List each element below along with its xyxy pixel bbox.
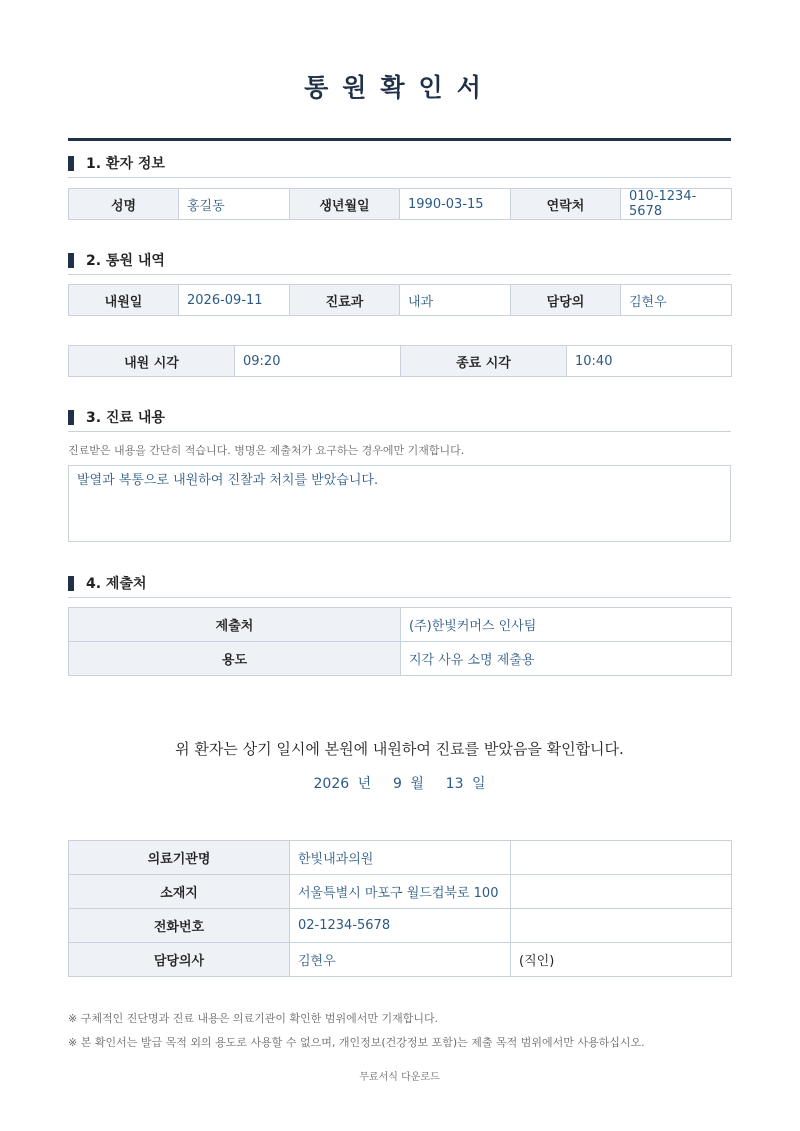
clinic-doctor-value: 김현우 [290,943,511,977]
document-title: 통원확인서 [304,73,495,102]
patient-phone-value: 010-1234-5678 [621,189,732,220]
visit-end-label: 종료 시각 [401,346,567,377]
table-row [69,346,732,377]
visit-info-table [68,284,732,316]
treatment-hint: 진료받은 내용을 간단히 적습니다. 병명은 제출처가 요구하는 경우에만 기재합니다. [68,444,465,457]
issue-date [68,773,731,793]
visit-doctor-value: 김현우 [621,285,732,316]
table-row [69,285,732,316]
title-divider [68,138,731,141]
submit-purpose-label: 용도 [69,642,401,676]
submit-to-value: (주)한빛커머스 인사팀 [401,608,732,642]
clinic-table [68,840,732,977]
section-marker [68,410,74,425]
patient-name-value: 홍길동 [179,189,290,220]
submit-to-label: 제출처 [69,608,401,642]
section-heading-text: 2. 통원 내역 [86,253,165,269]
empty-cell [511,841,732,875]
table-row [69,189,732,220]
clinic-name-value: 한빛내과의원 [290,841,511,875]
clinic-phone-value: 02-1234-5678 [290,909,511,943]
visit-date-value: 2026-09-11 [179,285,290,316]
patient-birth-label: 생년월일 [290,189,400,220]
visit-date-label: 내원일 [69,285,179,316]
clinic-address-label: 소재지 [69,875,290,909]
patient-birth-value: 1990-03-15 [400,189,511,220]
submit-purpose-value: 지각 사유 소명 제출용 [401,642,732,676]
table-row [69,943,732,977]
note-1: ※ 구체적인 진단명과 진료 내용은 의료기관이 확인한 범위에서만 기재합니다. [68,1012,439,1025]
visit-doctor-label: 담당의 [511,285,621,316]
clinic-phone-label: 전화번호 [69,909,290,943]
note-2: ※ 본 확인서는 발급 목적 외의 용도로 사용할 수 없으며, 개인정보(건강정보 포함)는 제출 목적 범위에서만 사용하십시오. [68,1036,645,1049]
table-row [69,875,732,909]
empty-cell [511,875,732,909]
section-heading-text: 4. 제출처 [86,576,147,592]
table-row [69,909,732,943]
visit-dept-label: 진료과 [290,285,400,316]
issue-month-unit: 월 [410,776,424,792]
issue-year-unit: 년 [357,776,372,792]
table-row [69,841,732,875]
section-heading-treatment [68,410,731,432]
treatment-content: 발열과 복통으로 내원하여 진찰과 처치를 받았습니다. [68,465,731,542]
clinic-name-label: 의료기관명 [69,841,290,875]
issue-month: 9 [392,776,402,792]
visit-time-table [68,345,732,377]
visit-end-value: 10:40 [567,346,732,377]
section-marker [68,156,74,171]
patient-phone-label: 연락처 [511,189,621,220]
issue-year: 2026 [313,776,350,792]
section-marker [68,253,74,268]
section-marker [68,576,74,591]
issue-day-unit: 일 [471,776,486,792]
confirm-statement: 위 환자는 상기 일시에 본원에 내원하여 진료를 받았음을 확인합니다. [175,740,624,758]
visit-dept-value: 내과 [400,285,511,316]
table-row [69,642,732,676]
footer-text: 무료서식 다운로드 [359,1072,440,1083]
seal-cell: (직인) [511,943,732,977]
patient-info-table [68,188,732,220]
section-heading-text: 1. 환자 정보 [86,156,165,172]
table-row [69,608,732,642]
section-heading-submit [68,576,731,598]
section-heading-patient [68,156,731,178]
empty-cell [511,909,732,943]
clinic-address-value: 서울특별시 마포구 월드컵북로 100 [290,875,511,909]
section-heading-text: 3. 진료 내용 [86,410,165,426]
visit-start-label: 내원 시각 [69,346,235,377]
patient-name-label: 성명 [69,189,179,220]
visit-start-value: 09:20 [235,346,401,377]
submit-table [68,607,732,676]
clinic-doctor-label: 담당의사 [69,943,290,977]
issue-day: 13 [445,776,464,792]
section-heading-visit [68,253,731,275]
